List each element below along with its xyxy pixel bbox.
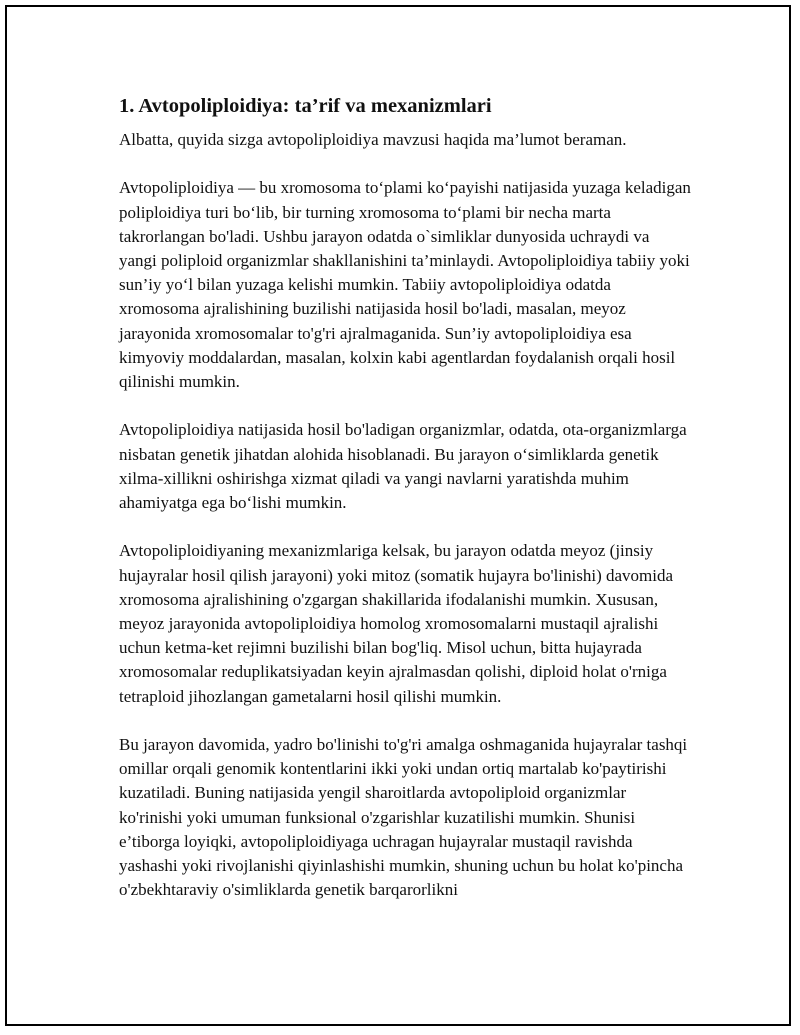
document-body — [119, 93, 691, 927]
paragraph-intro: Albatta, quyida sizga avtopoliploidiya mavzusi haqida ma’lumot beraman. — [119, 130, 627, 149]
page-frame — [5, 5, 791, 1026]
paragraph-definition: Avtopoliploidiya — bu xromosoma to‘plami ko‘payishi natijasida yuzaga keladigan poliploidiya turi bo‘lib, bir turning xromosoma to‘plami bir necha marta takrorlangan bo'ladi. Ushbu jarayon odatda o`simliklar dunyosida uchraydi va yangi poliploid organizmlar shakllanishini ta’minlaydi. Avtopoliploidiya tabiiy yoki sun’iy yo‘l bilan yuzaga kelishi mumkin. Tabiiy avtopoliploidiya odatda xromosoma ajralishining buzilishi natijasida hosil bo'ladi, masalan, meyoz jarayonida xromosomalar to'g'ri ajralmaganida. Sun’iy avtopoliploidiya esa kimyoviy moddalardan, masalan, kolxin kabi agentlardan foydalanish orqali hosil qilinishi mumkin. — [119, 178, 691, 392]
paragraph-mechanisms: Avtopoliploidiyaning mexanizmlariga kelsak, bu jarayon odatda meyoz (jinsiy hujayralar hosil qilish jarayoni) yoki mitoz (somatik hujayra bo'linishi) davomida xromosoma ajralishining o'zgargan shakillarida ifodalanishi mumkin. Xususan, meyoz jarayonida avtopoliploidiya homolog xromosomalarni mustaqil ajralishi uchun ketma-ket rejimni buzilishi bilan bog'liq. Misol uchun, bitta hujayrada xromosomalar reduplikatsiyadan keyin ajralmasdan qolishi, diploid holat o'rniga tetraploid jihozlangan gametalarni hosil qilishi mumkin. — [119, 541, 674, 706]
document-title: 1. Avtopoliploidiya: ta’rif va mexanizmlari — [119, 95, 492, 117]
paragraph-genetic-difference: Avtopoliploidiya natijasida hosil bo'ladigan organizmlar, odatda, ota-organizmlarga nisbatan genetik jihatdan alohida hisoblanadi. Bu jarayon o‘simliklarda genetik xilma-xillikni oshirishga xizmat qiladi va yangi navlarni yaratishda muhim ahamiyatga ega bo‘lishi mumkin. — [119, 420, 687, 513]
paragraph-nuclear-division: Bu jarayon davomida, yadro bo'linishi to'g'ri amalga oshmaganida hujayralar tashqi omillar orqali genomik kontentlarini ikki yoki undan ortiq martalab ko'paytirishi kuzatiladi. Buning natijasida yengil sharoitlarda avtopoliploid organizmlar ko'rinishi yoki umuman funksional o'zgarishlar kuzatilishi mumkin. Shunisi e’tiborga loyiqki, avtopoliploidiyaga uchragan hujayralar mustaqil ravishda yashashi yoki rivojlanishi qiyinlashishi mumkin, shuning uchun bu holat ko'pincha o'zbekhtaraviy o'simliklarda genetik barqarorlikni — [119, 735, 688, 900]
